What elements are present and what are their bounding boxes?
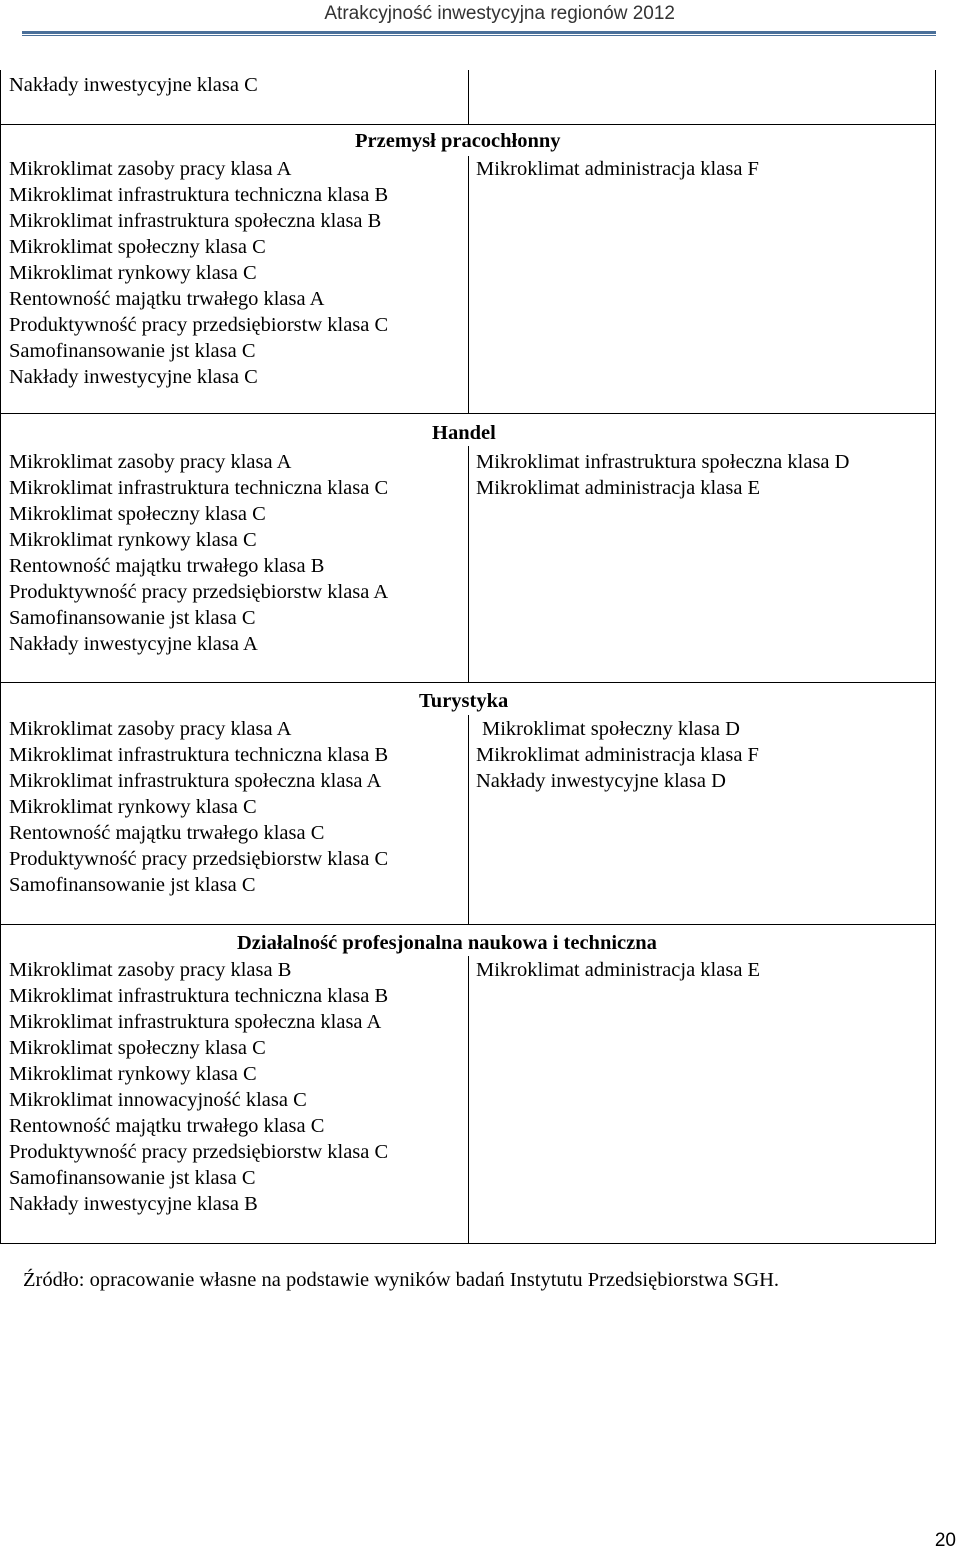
table-cell-text: Mikroklimat infrastruktura społeczna klasa B: [9, 210, 382, 232]
section-title-dzialalnosc-profesjonalna: Działalność profesjonalna naukowa i techniczna: [237, 932, 657, 954]
table-cell-text: Mikroklimat zasoby pracy klasa A: [9, 451, 292, 473]
table-cell-text: Mikroklimat infrastruktura techniczna klasa B: [9, 184, 389, 206]
table-cell-text: Mikroklimat zasoby pracy klasa A: [9, 158, 292, 180]
table-cell-text: Samofinansowanie jst klasa C: [9, 1167, 256, 1189]
table-cell-text: Nakłady inwestycyjne klasa B: [9, 1193, 258, 1215]
table-cell-text: Produktywność pracy przedsiębiorstw klasa C: [9, 1141, 389, 1163]
table-cell-text: Mikroklimat administracja klasa E: [476, 477, 761, 499]
table-cell-text: Mikroklimat zasoby pracy klasa B: [9, 959, 292, 981]
table-cell-text: Mikroklimat rynkowy klasa C: [9, 796, 257, 818]
table-cell-text: Mikroklimat administracja klasa E: [476, 959, 761, 981]
row-divider: [0, 924, 936, 925]
table-cell-text: Mikroklimat rynkowy klasa C: [9, 1063, 257, 1085]
table-cell-text: Samofinansowanie jst klasa C: [9, 340, 256, 362]
table-cell-text: Mikroklimat rynkowy klasa C: [9, 529, 257, 551]
table-cell-text: Mikroklimat społeczny klasa C: [9, 1037, 266, 1059]
table-cell-text: Rentowność majątku trwałego klasa C: [9, 1115, 325, 1137]
table-cell-text: Mikroklimat społeczny klasa C: [9, 503, 266, 525]
running-header-title: Atrakcyjność inwestycyjna regionów 2012: [324, 3, 675, 24]
table-cell-text: Mikroklimat administracja klasa F: [476, 158, 759, 180]
table-cell-text: Mikroklimat infrastruktura techniczna klasa C: [9, 477, 389, 499]
table-cell-text: Mikroklimat infrastruktura techniczna klasa B: [9, 744, 389, 766]
table-border-left: [0, 70, 1, 1244]
row-divider: [0, 124, 936, 125]
table-cell-text: Samofinansowanie jst klasa C: [9, 607, 256, 629]
table-cell-text: Produktywność pracy przedsiębiorstw klasa A: [9, 581, 389, 603]
table-border-right: [935, 70, 936, 1244]
table-cell-text: Samofinansowanie jst klasa C: [9, 874, 256, 896]
table-cell-text: Nakłady inwestycyjne klasa D: [476, 770, 726, 792]
table-cell-text: Mikroklimat społeczny klasa D: [482, 718, 740, 740]
column-divider: [468, 156, 469, 413]
table-cell-text: Mikroklimat infrastruktura społeczna klasa A: [9, 770, 382, 792]
table-cell-text: Rentowność majątku trwałego klasa A: [9, 288, 325, 310]
table-cell-text: Produktywność pracy przedsiębiorstw klasa C: [9, 848, 389, 870]
table-cell-text: Mikroklimat administracja klasa F: [476, 744, 759, 766]
table-cell-text: Mikroklimat infrastruktura społeczna klasa A: [9, 1011, 382, 1033]
column-divider: [468, 715, 469, 924]
header-rule: [22, 31, 936, 34]
table-cell-text: Mikroklimat infrastruktura społeczna klasa D: [476, 451, 850, 473]
table-cell-text: Rentowność majątku trwałego klasa B: [9, 555, 325, 577]
table-cell-text: Mikroklimat innowacyjność klasa C: [9, 1089, 307, 1111]
table-cell-text: Nakłady inwestycyjne klasa C: [9, 74, 258, 96]
header-rule-thin: [22, 35, 936, 36]
table-cell-text: Nakłady inwestycyjne klasa A: [9, 633, 258, 655]
column-divider: [468, 446, 469, 682]
table-cell-text: Mikroklimat rynkowy klasa C: [9, 262, 257, 284]
table-cell-text: Nakłady inwestycyjne klasa C: [9, 366, 258, 388]
column-divider: [468, 956, 469, 1244]
table-cell-text: Mikroklimat infrastruktura techniczna klasa B: [9, 985, 389, 1007]
row-divider: [0, 682, 936, 683]
source-footnote: Źródło: opracowanie własne na podstawie wyników badań Instytutu Przedsiębiorstwa SGH.: [23, 1269, 780, 1291]
page-header: [0, 0, 960, 40]
column-divider: [468, 70, 469, 124]
page-number: 20: [934, 1530, 956, 1551]
table-cell-text: Mikroklimat zasoby pracy klasa A: [9, 718, 292, 740]
section-title-przemysl-pracochlonny: Przemysł pracochłonny: [355, 130, 561, 152]
row-divider: [0, 413, 936, 414]
section-title-turystyka: Turystyka: [419, 690, 509, 712]
table-cell-text: Produktywność pracy przedsiębiorstw klasa C: [9, 314, 389, 336]
table-cell-text: Rentowność majątku trwałego klasa C: [9, 822, 325, 844]
table-cell-text: Mikroklimat społeczny klasa C: [9, 236, 266, 258]
section-title-handel: Handel: [432, 422, 496, 444]
